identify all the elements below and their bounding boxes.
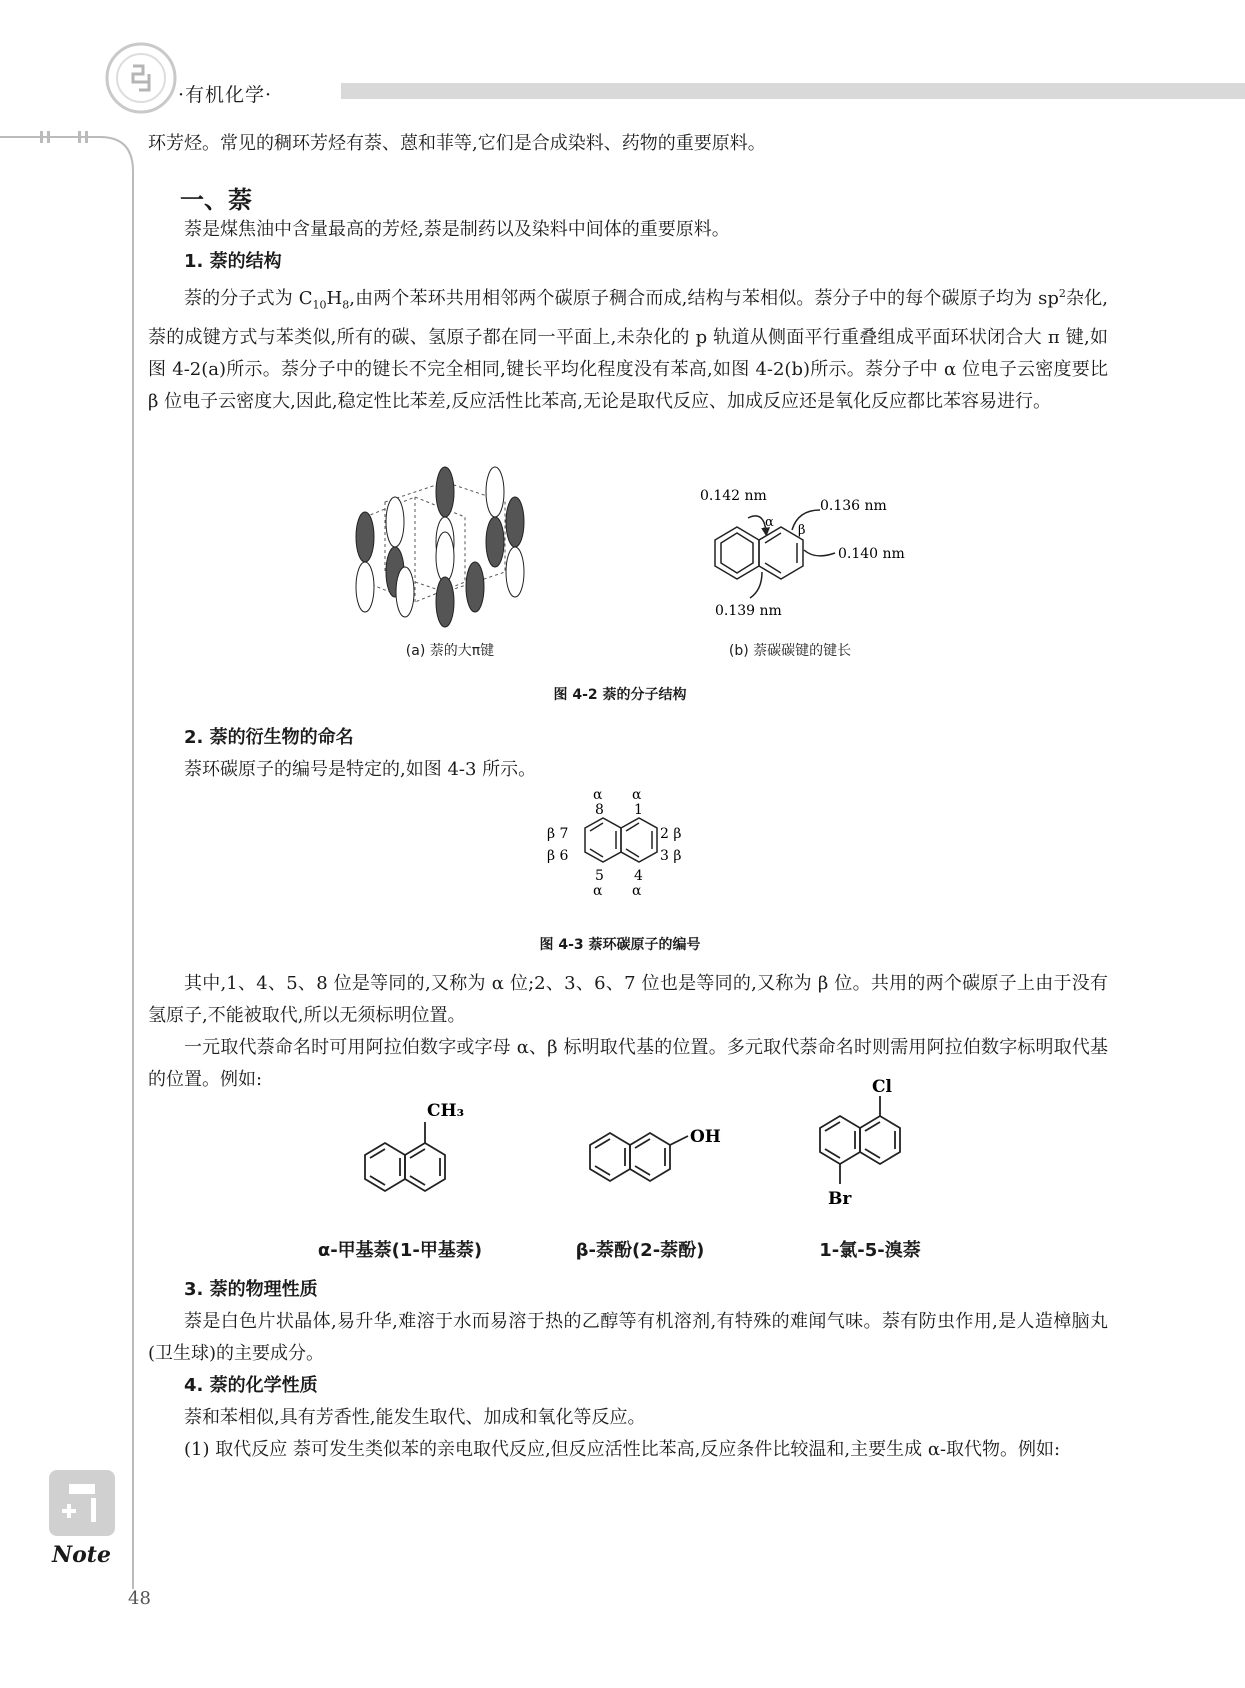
methyl-group: CH₃ [427,1101,465,1121]
chloro-group: Cl [872,1078,892,1097]
sub3-para: 萘是白色片状晶体,易升华,难溶于水而易溶于热的乙醇等有机溶剂,有特殊的难闻气味。萘有防虫作用,是人造樟脑丸(卫生球)的主要成分。 [148,1311,1108,1364]
bromo-group: Br [828,1189,852,1209]
fig43-n4: 4 [634,868,643,884]
fig42-caption: 图 4-2 萘的分子结构 [553,687,687,703]
bond-label-1: 0.142 nm [700,488,767,504]
hydroxyl-group: OH [690,1127,721,1147]
fig43-r2: 2 β [660,826,682,842]
fig43-a8: α [593,790,603,803]
bond-label-3: 0.140 nm [838,546,905,562]
sub2-para2: 其中,1、4、5、8 位是等同的,又称为 α 位;2、3、6、7 位也是等同的,又称为 β 位。共用的两个碳原子上由于没有氢原子,不能被取代,所以无须标明位置。 [148,973,1108,1026]
beta-label: β [798,523,806,538]
header-bar [341,83,1245,99]
sub1-paragraph: 萘的分子式为 $C_{10}H_8$,由两个苯环共用相邻两个碳原子稠合而成,结构与苯相似。萘分子中的每个碳原子均为 $sp^2$杂化,萘的成键方式与苯类似,所有的碳、氢原子都在同一平面上,未杂化的 p 轨道从侧面平行重叠组成平面环状闭合大 π 键,如图 4-2(a)所示。萘分子中的键长不完全相同,键长平均化程度没有苯高,如图 4-2(b)所示。萘分子中 α 位电子云密度要比 β 位电子云密度大,因此,稳定性比苯差,反应活性比苯高,无论是取代反应、加成反应还是氧化反应都比苯容易进行。 [148,287,1108,412]
sub2-para1: 萘环碳原子的编号是特定的,如图 4-3 所示。 [184,759,537,780]
sub3-heading: 3. 萘的物理性质 [184,1279,318,1300]
bond-label-4: 0.139 nm [715,603,782,619]
fig42-sub-b: (b) 萘碳碳键的键长 [728,643,852,659]
fig42-sub-a: (a) 萘的大π键 [405,643,495,659]
chlorobromonaphthalene-structure [810,1078,930,1228]
fig43-n8: 8 [595,802,604,818]
chapter-logo [103,40,179,116]
fig43-a4: α [632,883,642,899]
alpha-label: α [765,515,774,530]
page-number: 48 [128,1588,151,1609]
sub4-para1: 萘和苯相似,具有芳香性,能发生取代、加成和氧化等反应。 [184,1407,646,1428]
fig43-a1: α [632,790,642,803]
example-label-1: α-甲基萘(1-甲基萘) [317,1240,483,1261]
intro-line: 环芳烃。常见的稠环芳烃有萘、蒽和菲等,它们是合成染料、药物的重要原料。 [148,133,766,154]
section-intro: 萘是煤焦油中含量最高的芳烃,萘是制药以及染料中间体的重要原料。 [184,219,730,240]
fig43-n1: 1 [634,802,643,818]
section-title: 一、萘 [180,186,252,214]
bond-label-2: 0.136 nm [820,498,887,514]
fig43-l6: β 6 [547,848,569,864]
fig43-caption: 图 4-3 萘环碳原子的编号 [539,937,701,953]
fig43-l7: β 7 [547,826,569,842]
header-title: ·有机化学· [178,84,273,106]
sub2-para3: 一元取代萘命名时可用阿拉伯数字或字母 α、β 标明取代基的位置。多元取代萘命名时则需用阿拉伯数字标明取代基的位置。例如: [148,1037,1108,1090]
pi-bond-figure [345,462,545,632]
sub1-heading: 1. 萘的结构 [184,251,282,272]
sub4-para2: (1) 取代反应 萘可发生类似苯的亲电取代反应,但反应活性比苯高,反应条件比较温和,主要生成 α-取代物。例如: [184,1439,1061,1460]
methylnaphthalene-structure [355,1100,475,1195]
bond-length-figure [700,480,910,630]
fig43-n5: 5 [595,868,604,884]
fig43-r3: 3 β [660,848,682,864]
example-label-2: β-萘酚(2-萘酚) [575,1240,705,1261]
example-label-3: 1-氯-5-溴萘 [819,1240,921,1261]
note-icon [47,1468,117,1538]
note-label: Note [52,1542,111,1568]
sub4-heading: 4. 萘的化学性质 [184,1375,318,1396]
margin-decoration [0,131,140,1591]
naphthol-structure [580,1120,740,1195]
fig43-a5: α [593,883,603,899]
numbering-figure [545,790,705,910]
sub2-heading: 2. 萘的衍生物的命名 [184,727,354,748]
